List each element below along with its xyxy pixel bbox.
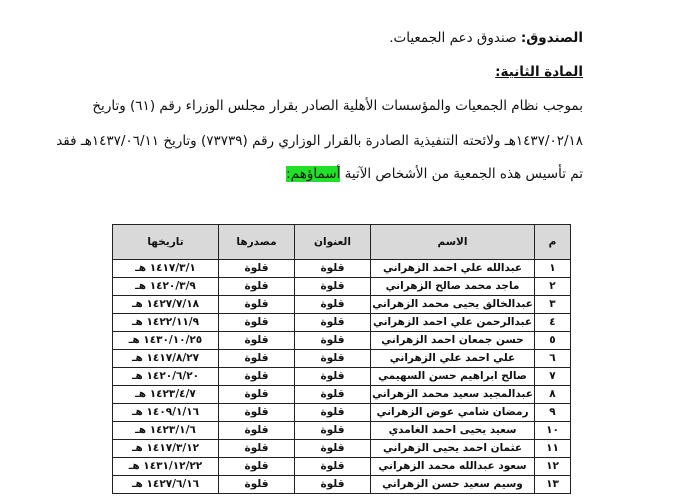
table-row — [113, 386, 571, 404]
cell-name: سعود عبدالله محمد الزهراني — [371, 458, 535, 476]
cell-address: قلوة — [295, 278, 371, 296]
cell-number: ٤ — [535, 314, 571, 332]
cell-address: قلوة — [295, 386, 371, 404]
header-date: تاريخها — [113, 225, 219, 260]
cell-name: عبدالرحمن علي احمد الزهراني — [371, 314, 535, 332]
cell-source: قلوة — [219, 458, 295, 476]
cell-source: قلوة — [219, 350, 295, 368]
cell-address: قلوة — [295, 350, 371, 368]
cell-address: قلوة — [295, 404, 371, 422]
cell-address: قلوة — [295, 476, 371, 494]
cell-name: حسن جمعان احمد الزهراني — [371, 332, 535, 350]
cell-date: ١٤٠٩/١/١٦ هـ — [113, 404, 219, 422]
cell-source: قلوة — [219, 368, 295, 386]
table-row — [113, 458, 571, 476]
cell-date: ١٤٢٧/٦/١٦ هـ — [113, 476, 219, 494]
table-row — [113, 368, 571, 386]
cell-address: قلوة — [295, 422, 371, 440]
table-body — [113, 260, 571, 494]
fund-line — [389, 30, 583, 46]
cell-date: ١٤٣٠/١٠/٢٥ هـ — [113, 332, 219, 350]
paragraph-line-2: ١٤٣٧/٠٢/١٨هـ ولائحته التنفيذية الصادرة بالقرار الوزاري رقم (٧٣٧٣٩) وتاريخ ١٤٣٧/٠٦/١١هـ فقد — [56, 133, 583, 149]
cell-number: ٦ — [535, 350, 571, 368]
cell-address: قلوة — [295, 260, 371, 278]
cell-address: قلوة — [295, 332, 371, 350]
cell-date: ١٤١٧/٨/٢٧ هـ — [113, 350, 219, 368]
cell-number: ١٠ — [535, 422, 571, 440]
cell-name: عبدالله علي احمد الزهراني — [371, 260, 535, 278]
table-row — [113, 440, 571, 458]
cell-number: ٨ — [535, 386, 571, 404]
cell-number: ٥ — [535, 332, 571, 350]
table-row — [113, 404, 571, 422]
cell-source: قلوة — [219, 386, 295, 404]
cell-number: ٢ — [535, 278, 571, 296]
cell-address: قلوة — [295, 368, 371, 386]
cell-date: ١٤٢٢/١١/٩ هـ — [113, 314, 219, 332]
cell-name: سعيد يحيى احمد الغامدي — [371, 422, 535, 440]
cell-name: عبدالمجيد سعيد محمد الزهراني — [371, 386, 535, 404]
cell-source: قلوة — [219, 314, 295, 332]
cell-number: ١١ — [535, 440, 571, 458]
cell-source: قلوة — [219, 332, 295, 350]
table-row — [113, 422, 571, 440]
cell-name: علي احمد علي الزهراني — [371, 350, 535, 368]
cell-source: قلوة — [219, 440, 295, 458]
header-source: مصدرها — [219, 225, 295, 260]
cell-number: ٩ — [535, 404, 571, 422]
cell-date: ١٤١٧/٣/١ هـ — [113, 260, 219, 278]
table-row — [113, 314, 571, 332]
cell-name: صالح ابراهيم حسن السهيمي — [371, 368, 535, 386]
cell-number: ١٣ — [535, 476, 571, 494]
header-name: الاسم — [371, 225, 535, 260]
founders-table — [112, 224, 571, 494]
paragraph-line-3 — [286, 166, 583, 182]
cell-source: قلوة — [219, 260, 295, 278]
cell-number: ١ — [535, 260, 571, 278]
paragraph-line-1: بموجب نظام الجمعيات والمؤسسات الأهلية الصادر بقرار مجلس الوزراء رقم (٦١) وتاريخ — [92, 98, 583, 114]
cell-number: ١٢ — [535, 458, 571, 476]
cell-name: عبدالخالق يحيى محمد الزهراني — [371, 296, 535, 314]
cell-number: ٧ — [535, 368, 571, 386]
cell-date: ١٤٣١/١٢/٢٢ هـ — [113, 458, 219, 476]
table-row — [113, 476, 571, 494]
cell-address: قلوة — [295, 296, 371, 314]
cell-date: ١٤٢٣/١/٦ هـ — [113, 422, 219, 440]
table-row — [113, 278, 571, 296]
table-header-row — [113, 225, 571, 260]
paragraph-line-3-text: تم تأسيس هذه الجمعية من الأشخاص الآتية — [340, 166, 583, 182]
cell-date: ١٤٢٧/٧/١٨ هـ — [113, 296, 219, 314]
highlighted-text: أسماؤهم: — [286, 166, 341, 182]
cell-name: رمضان شامي عوض الزهراني — [371, 404, 535, 422]
table-row — [113, 260, 571, 278]
cell-address: قلوة — [295, 440, 371, 458]
cell-address: قلوة — [295, 314, 371, 332]
table-row — [113, 332, 571, 350]
fund-label: الصندوق: — [520, 30, 583, 46]
cell-date: ١٤٢٣/٤/٧ هـ — [113, 386, 219, 404]
header-address: العنوان — [295, 225, 371, 260]
cell-name: ماجد محمد صالح الزهراني — [371, 278, 535, 296]
cell-name: وسيم سعيد حسن الزهراني — [371, 476, 535, 494]
fund-value: صندوق دعم الجمعيات. — [389, 30, 521, 46]
cell-source: قلوة — [219, 296, 295, 314]
cell-source: قلوة — [219, 476, 295, 494]
table-row — [113, 350, 571, 368]
cell-date: ١٤٢٠/٦/٢٠ هـ — [113, 368, 219, 386]
header-number: م — [535, 225, 571, 260]
cell-source: قلوة — [219, 404, 295, 422]
article-heading: المادة الثانية: — [495, 64, 583, 80]
cell-source: قلوة — [219, 278, 295, 296]
cell-number: ٣ — [535, 296, 571, 314]
cell-source: قلوة — [219, 422, 295, 440]
cell-address: قلوة — [295, 458, 371, 476]
table-row — [113, 296, 571, 314]
cell-date: ١٤١٧/٣/١٢ هـ — [113, 440, 219, 458]
cell-name: عثمان احمد يحيى الزهراني — [371, 440, 535, 458]
cell-date: ١٤٢٠/٣/٩ هـ — [113, 278, 219, 296]
